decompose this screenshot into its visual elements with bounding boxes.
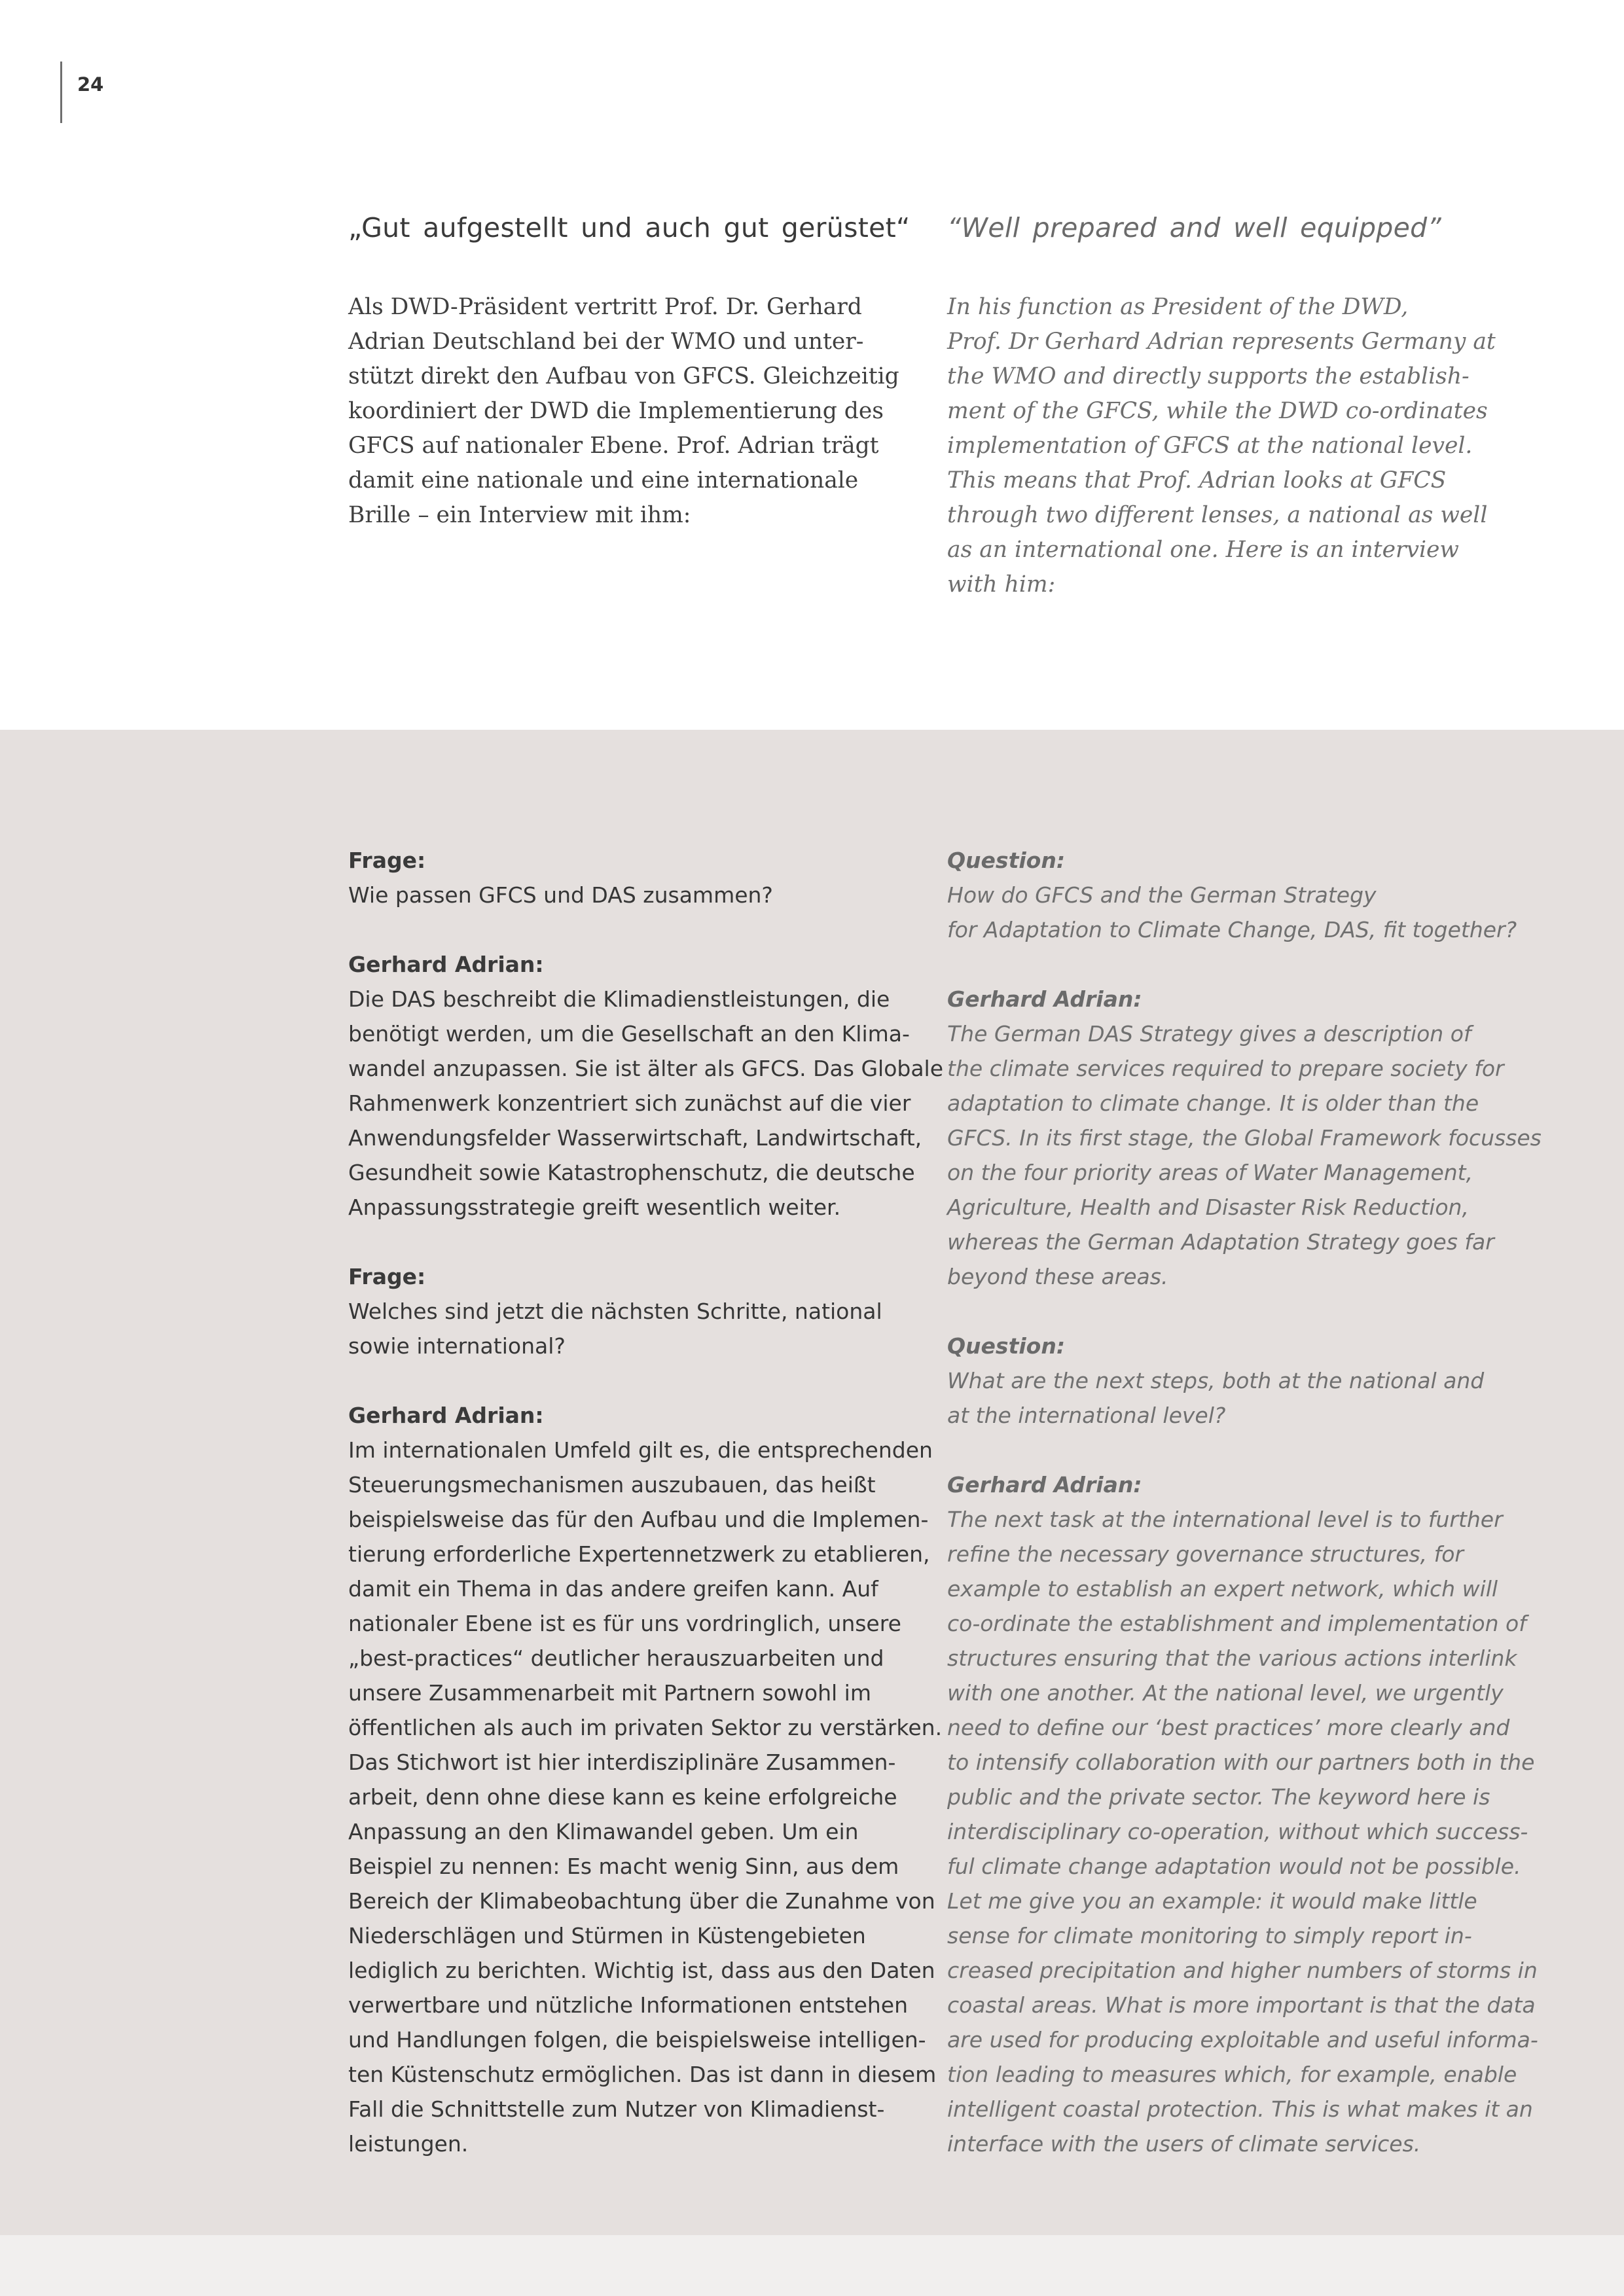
interview-line: arbeit, denn ohne diese kann es keine erfolgreiche <box>348 1784 897 1810</box>
interview-line: on the four priority areas of Water Management, <box>947 1160 1473 1185</box>
interview-line: beispielsweise das für den Aufbau und die Implemen- <box>348 1507 929 1532</box>
interview-line: Die DAS beschreibt die Klimadienstleistungen, die <box>348 986 890 1012</box>
speaker-label: Question: <box>947 848 1066 873</box>
page-number: 24 <box>77 73 104 96</box>
speaker-label: Question: <box>947 1333 1066 1359</box>
interview-line: creased precipitation and higher numbers of storms in <box>947 1958 1538 1983</box>
interview-line: need to define our ‘best practices’ more clearly and <box>947 1715 1510 1740</box>
interview-line: verwertbare und nützliche Informationen entstehen <box>348 1992 909 2018</box>
interview-line: structures ensuring that the various actions interlink <box>947 1645 1517 1671</box>
intro-line: Adrian Deutschland bei der WMO und unter- <box>348 329 864 355</box>
footer-band <box>0 2235 1624 2296</box>
interview-line: sense for climate monitoring to simply report in- <box>947 1923 1472 1948</box>
interview-line: wandel anzupassen. Sie ist älter als GFCS. Das Globale <box>348 1056 944 1081</box>
intro-line: as an international one. Here is an interview <box>947 537 1459 564</box>
interview-line: for Adaptation to Climate Change, DAS, fit together? <box>947 917 1517 942</box>
interview-line: öffentlichen als auch im privaten Sektor zu verstärken. <box>348 1715 943 1740</box>
interview-line: interface with the users of climate services. <box>947 2131 1421 2157</box>
speaker-label: Gerhard Adrian: <box>947 1472 1142 1498</box>
interview-line: Welches sind jetzt die nächsten Schritte, national <box>348 1299 882 1324</box>
interview-line: unsere Zusammenarbeit mit Partnern sowohl im <box>348 1680 871 1706</box>
intro-line: stützt direkt den Aufbau von GFCS. Gleichzeitig <box>348 363 899 390</box>
interview-line: Anpassungsstrategie greift wesentlich weiter. <box>348 1194 841 1220</box>
intro-line: Prof. Dr Gerhard Adrian represents Germany at <box>947 329 1496 355</box>
intro-line: This means that Prof. Adrian looks at GFCS <box>947 467 1447 494</box>
interview-line: at the international level? <box>947 1403 1226 1428</box>
interview-line: adaptation to climate change. It is older than the <box>947 1090 1479 1116</box>
interview-block <box>348 1398 943 2161</box>
intro-line: the WMO and directly supports the establish- <box>947 363 1470 390</box>
interview-line: GFCS. In its first stage, the Global Framework focusses <box>947 1125 1542 1151</box>
intro-title-english: “Well prepared and well equipped” <box>947 212 1442 243</box>
interview-line: are used for producing exploitable and useful informa- <box>947 2027 1538 2053</box>
interview-line: Im internationalen Umfeld gilt es, die entsprechenden <box>348 1437 933 1463</box>
intro-line: with him: <box>947 571 1056 598</box>
interview-line: intelligent coastal protection. This is what makes it an <box>947 2096 1533 2122</box>
interview-english <box>947 843 1542 2196</box>
interview-line: Bereich der Klimabeobachtung über die Zunahme von <box>348 1888 935 1914</box>
interview-line: Anpassung an den Klimawandel geben. Um ein <box>348 1819 859 1844</box>
interview-line: public and the private sector. The keyword here is <box>947 1784 1490 1810</box>
interview-block <box>348 947 944 1225</box>
intro-line: koordiniert der DWD die Implementierung des <box>348 398 884 425</box>
interview-line: und Handlungen folgen, die beispielsweise intelligen- <box>348 2027 926 2053</box>
page-number-rule <box>60 62 62 123</box>
interview-line: Anwendungsfelder Wasserwirtschaft, Landwirtschaft, <box>348 1125 922 1151</box>
interview-line: Niederschlägen und Stürmen in Küstengebieten <box>348 1923 866 1948</box>
intro-english <box>947 211 1536 602</box>
interview-german <box>348 843 944 2196</box>
interview-line: The German DAS Strategy gives a description of <box>947 1021 1471 1047</box>
interview-block <box>947 1329 1536 1433</box>
intro-line: GFCS auf nationaler Ebene. Prof. Adrian trägt <box>348 433 879 459</box>
interview-line: beyond these areas. <box>947 1264 1168 1289</box>
intro-text-english <box>947 290 1536 602</box>
interview-line: Steuerungsmechanismen auszubauen, das heißt <box>348 1472 876 1498</box>
speaker-label: Frage: <box>348 848 426 873</box>
interview-line: What are the next steps, both at the national and <box>947 1368 1485 1393</box>
interview-line: whereas the German Adaptation Strategy goes far <box>947 1229 1494 1255</box>
interview-line: The next task at the international level is to further <box>947 1507 1503 1532</box>
interview-line: with one another. At the national level, we urgently <box>947 1680 1504 1706</box>
speaker-label: Gerhard Adrian: <box>348 1403 544 1428</box>
interview-line: coastal areas. What is more important is that the data <box>947 1992 1536 2018</box>
speaker-label: Gerhard Adrian: <box>348 952 544 977</box>
interview-line: ful climate change adaptation would not be possible. <box>947 1854 1521 1879</box>
interview-line: ten Küstenschutz ermöglichen. Das ist dann in diesem <box>348 2062 937 2087</box>
intro-line: implementation of GFCS at the national level. <box>947 433 1473 459</box>
interview-block <box>947 843 1536 947</box>
interview-line: Agriculture, Health and Disaster Risk Reduction, <box>947 1194 1469 1220</box>
intro-text-german <box>348 290 924 533</box>
intro-line: damit eine nationale und eine internationale <box>348 467 859 494</box>
intro-title-german: „Gut aufgestellt und auch gut gerüstet“ <box>348 212 911 243</box>
interview-line: sowie international? <box>348 1333 566 1359</box>
interview-line: „best-practices“ deutlicher herauszuarbeiten und <box>348 1645 884 1671</box>
interview-line: Rahmenwerk konzentriert sich zunächst auf die vier <box>348 1090 911 1116</box>
interview-line: Gesundheit sowie Katastrophenschutz, die deutsche <box>348 1160 915 1185</box>
interview-line: Fall die Schnittstelle zum Nutzer von Klimadienst- <box>348 2096 885 2122</box>
interview-block <box>947 982 1542 1294</box>
speaker-label: Gerhard Adrian: <box>947 986 1142 1012</box>
interview-line: lediglich zu berichten. Wichtig ist, dass aus den Daten <box>348 1958 935 1983</box>
interview-line: co-ordinate the establishment and implementation of <box>947 1611 1526 1636</box>
interview-block <box>947 1467 1536 2161</box>
intro-line: through two different lenses, a national as well <box>947 502 1488 529</box>
interview-line: refine the necessary governance structures, for <box>947 1541 1464 1567</box>
interview-line: Das Stichwort ist hier interdisziplinäre Zusammen- <box>348 1749 896 1775</box>
interview-line: leistungen. <box>348 2131 469 2157</box>
interview-line: nationaler Ebene ist es für uns vordringlich, unsere <box>348 1611 901 1636</box>
intro-line: ment of the GFCS, while the DWD co-ordinates <box>947 398 1488 425</box>
interview-line: Let me give you an example: it would make little <box>947 1888 1477 1914</box>
intro-line: Brille – ein Interview mit ihm: <box>348 502 691 529</box>
interview-line: benötigt werden, um die Gesellschaft an den Klima- <box>348 1021 910 1047</box>
interview-line: Beispiel zu nennen: Es macht wenig Sinn, aus dem <box>348 1854 899 1879</box>
interview-line: to intensify collaboration with our partners both in the <box>947 1749 1535 1775</box>
interview-line: example to establish an expert network, which will <box>947 1576 1498 1602</box>
intro-line: Als DWD-Präsident vertritt Prof. Dr. Gerhard <box>348 294 862 321</box>
interview-line: How do GFCS and the German Strategy <box>947 882 1377 908</box>
interview-line: interdisciplinary co-operation, without which success- <box>947 1819 1528 1844</box>
intro-german <box>348 211 924 533</box>
interview-block <box>348 843 924 912</box>
intro-line: In his function as President of the DWD, <box>947 294 1409 321</box>
interview-line: damit ein Thema in das andere greifen kann. Auf <box>348 1576 878 1602</box>
speaker-label: Frage: <box>348 1264 426 1289</box>
interview-line: tierung erforderliche Expertennetzwerk zu etablieren, <box>348 1541 930 1567</box>
interview-line: tion leading to measures which, for example, enable <box>947 2062 1517 2087</box>
interview-line: Wie passen GFCS und DAS zusammen? <box>348 882 773 908</box>
interview-block <box>348 1259 924 1363</box>
interview-line: the climate services required to prepare society for <box>947 1056 1504 1081</box>
